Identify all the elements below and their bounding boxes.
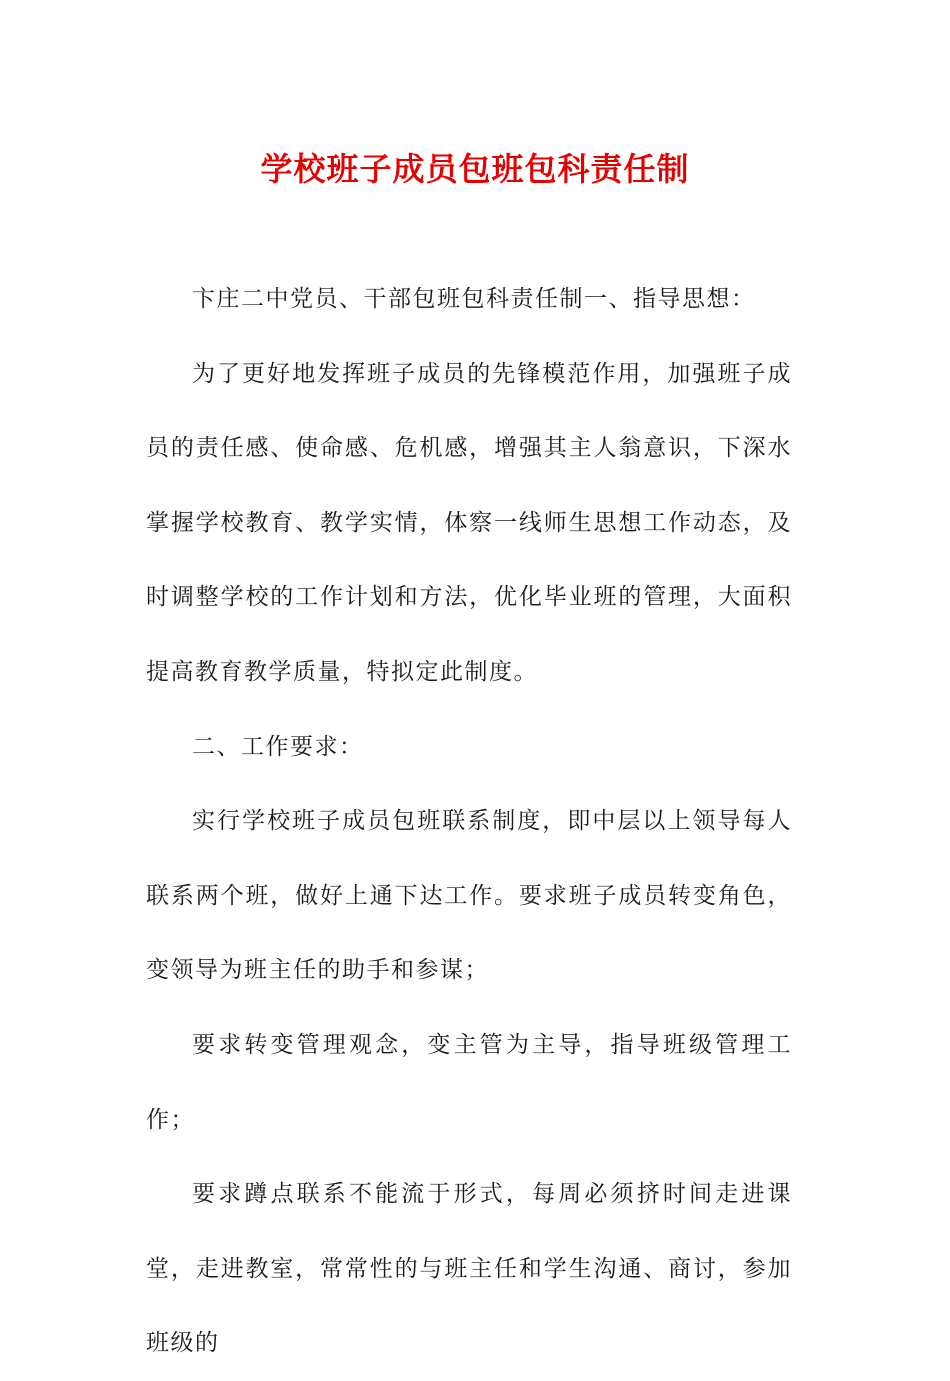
paragraph-guiding-thought: 为了更好地发挥班子成员的先锋模范作用，加强班子成员的责任感、使命感、危机感，增强其主人翁意识，下深水掌握学校教育、教学实情，体察一线师生思想工作动态，及时调整学校的工作计划和方法，优化毕业班的管理，大面积提高教育教学质量，特拟定此制度。 xyxy=(146,360,792,685)
document-body xyxy=(146,262,792,1381)
paragraph-classroom-visits: 要求蹲点联系不能流于形式，每周必须挤时间走进课堂，走进教室，常常性的与班主任和学生沟通、商讨，参加班级的 xyxy=(146,1181,792,1357)
paragraph-class-contact-system: 实行学校班子成员包班联系制度，即中层以上领导每人联系两个班，做好上通下达工作。要求班子成员转变角色，变领导为班主任的助手和参谋； xyxy=(146,808,792,984)
paragraph-work-requirements-heading: 二、工作要求： xyxy=(192,733,364,760)
paragraph-management-concept: 要求转变管理观念，变主管为主导，指导班级管理工作； xyxy=(146,1031,792,1133)
paragraph-intro-heading: 卞庄二中党员、干部包班包科责任制一、指导思想： xyxy=(192,286,756,312)
document-title: 学校班子成员包班包科责任制 xyxy=(260,150,690,188)
